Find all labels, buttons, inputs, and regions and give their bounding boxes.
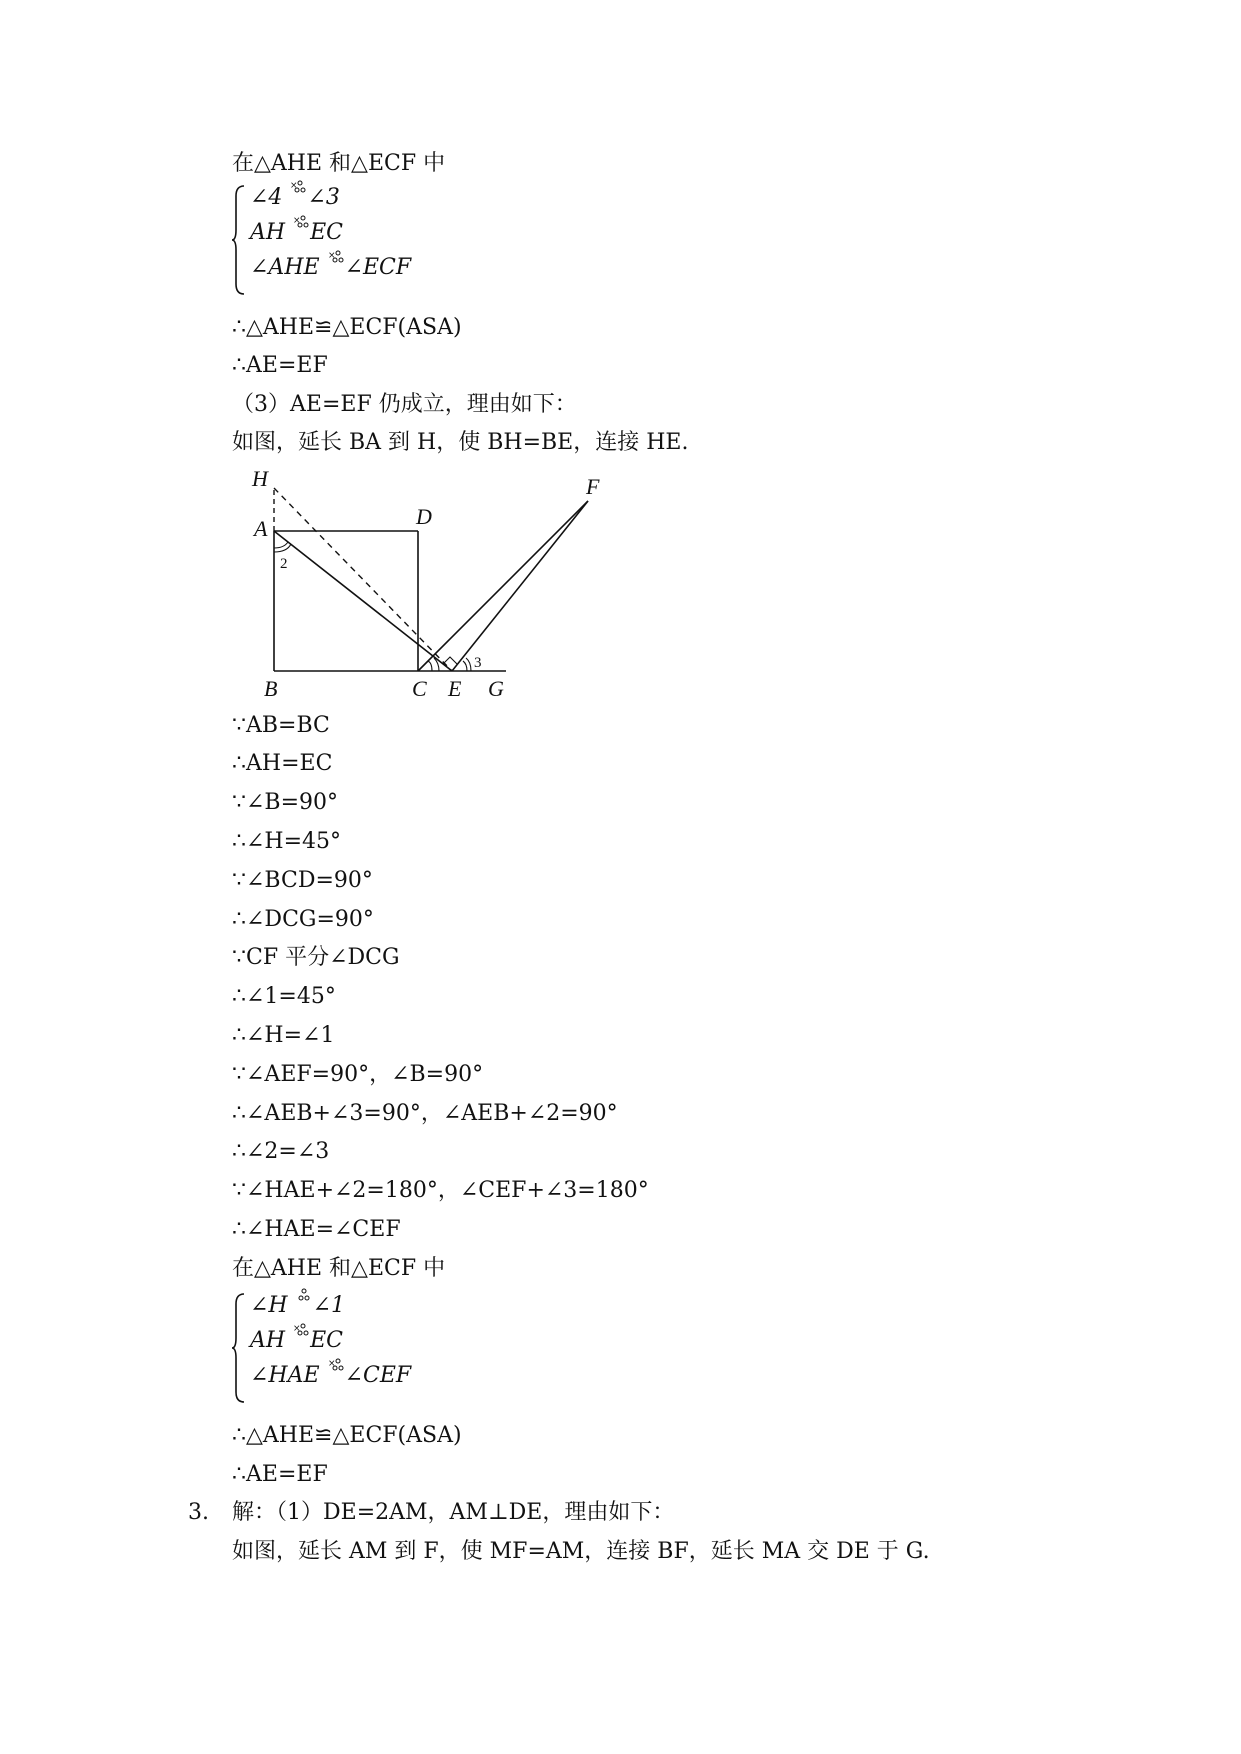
svg-text:×: × <box>293 216 301 226</box>
text-line: 如图，延长 BA 到 H，使 BH=BE，连接 HE. <box>232 430 689 455</box>
label-a: A <box>254 516 268 541</box>
proof-line: ∵∠AEF=90°，∠B=90° <box>232 1062 484 1087</box>
system-row: ∠H ∠1 <box>250 1292 345 1320</box>
text-line: ∴△AHE≌△ECF(ASA) <box>232 315 462 340</box>
proof-line: ∵∠B=90° <box>232 790 339 815</box>
proof-line: ∴∠1=45° <box>232 984 336 1009</box>
label-d: D <box>416 504 432 529</box>
label-angle-3: 3 <box>474 655 482 671</box>
svg-text:×: × <box>327 1359 336 1369</box>
geometry-figure <box>250 468 630 708</box>
proof-line: ∵∠BCD=90° <box>232 868 373 893</box>
system-row: AH × EC <box>250 1324 343 1353</box>
label-h: H <box>252 468 268 491</box>
text-line: 如图，延长 AM 到 F，使 MF=AM，连接 BF，延长 MA 交 DE 于 G. <box>232 1539 930 1564</box>
proof-line: ∴∠HAE=∠CEF <box>232 1217 401 1242</box>
system-row: ∠4 × ∠3 <box>250 181 340 210</box>
proof-line: ∴∠H=∠1 <box>232 1023 335 1048</box>
angle-1-arc <box>428 661 432 671</box>
proof-line: ∴AH=EC <box>232 751 333 776</box>
label-g: G <box>488 676 504 701</box>
label-angle-2: 2 <box>280 556 288 572</box>
label-e: E <box>448 676 462 701</box>
equal-mark-icon <box>327 251 345 274</box>
proof-line: ∴∠H=45° <box>232 829 342 854</box>
item-number: 3. <box>188 1500 209 1525</box>
proof-line: ∵∠HAE+∠2=180°，∠CEF+∠3=180° <box>232 1178 649 1203</box>
equal-mark-icon <box>327 1359 345 1382</box>
equal-mark-icon <box>292 1324 310 1347</box>
angle-3-arc <box>463 661 467 671</box>
system-row: AH × EC <box>250 216 343 245</box>
text-line: ∴△AHE≌△ECF(ASA) <box>232 1423 462 1448</box>
proof-line: ∵CF 平分∠DCG <box>232 945 400 970</box>
proof-line: ∴∠DCG=90° <box>232 907 374 932</box>
equal-mark-icon <box>292 216 310 239</box>
svg-text:×: × <box>293 1324 301 1334</box>
label-b: B <box>264 676 278 701</box>
segment-ae <box>274 531 452 671</box>
text-line: （3）AE=EF 仍成立，理由如下： <box>232 392 577 417</box>
proof-line: ∴∠2=∠3 <box>232 1139 330 1164</box>
svg-text:×: × <box>327 251 336 261</box>
text-line: ∴AE=EF <box>232 1462 328 1487</box>
label-c: C <box>412 676 427 701</box>
label-f: F <box>586 474 600 499</box>
system-row: ∠HAE × ∠CEF <box>250 1359 412 1388</box>
segment-ef <box>452 501 588 671</box>
text-line: 在△AHE 和△ECF 中 <box>232 151 446 176</box>
segment-cf <box>418 501 588 671</box>
angle-2-arc <box>274 542 288 548</box>
proof-line: ∵AB=BC <box>232 713 330 738</box>
equal-mark-icon <box>289 181 307 204</box>
left-brace-icon <box>232 1292 246 1404</box>
proof-line: ∴∠AEB+∠3=90°，∠AEB+∠2=90° <box>232 1101 618 1126</box>
svg-text:×: × <box>290 181 298 191</box>
left-brace-icon <box>232 184 246 296</box>
equal-mark-icon <box>295 1292 313 1312</box>
text-line: ∴AE=EF <box>232 353 328 378</box>
proof-line: 在△AHE 和△ECF 中 <box>232 1256 446 1281</box>
system-row: ∠AHE × ∠ECF <box>250 251 412 280</box>
text-line: 解：（1）DE=2AM，AM⊥DE，理由如下： <box>232 1500 675 1525</box>
